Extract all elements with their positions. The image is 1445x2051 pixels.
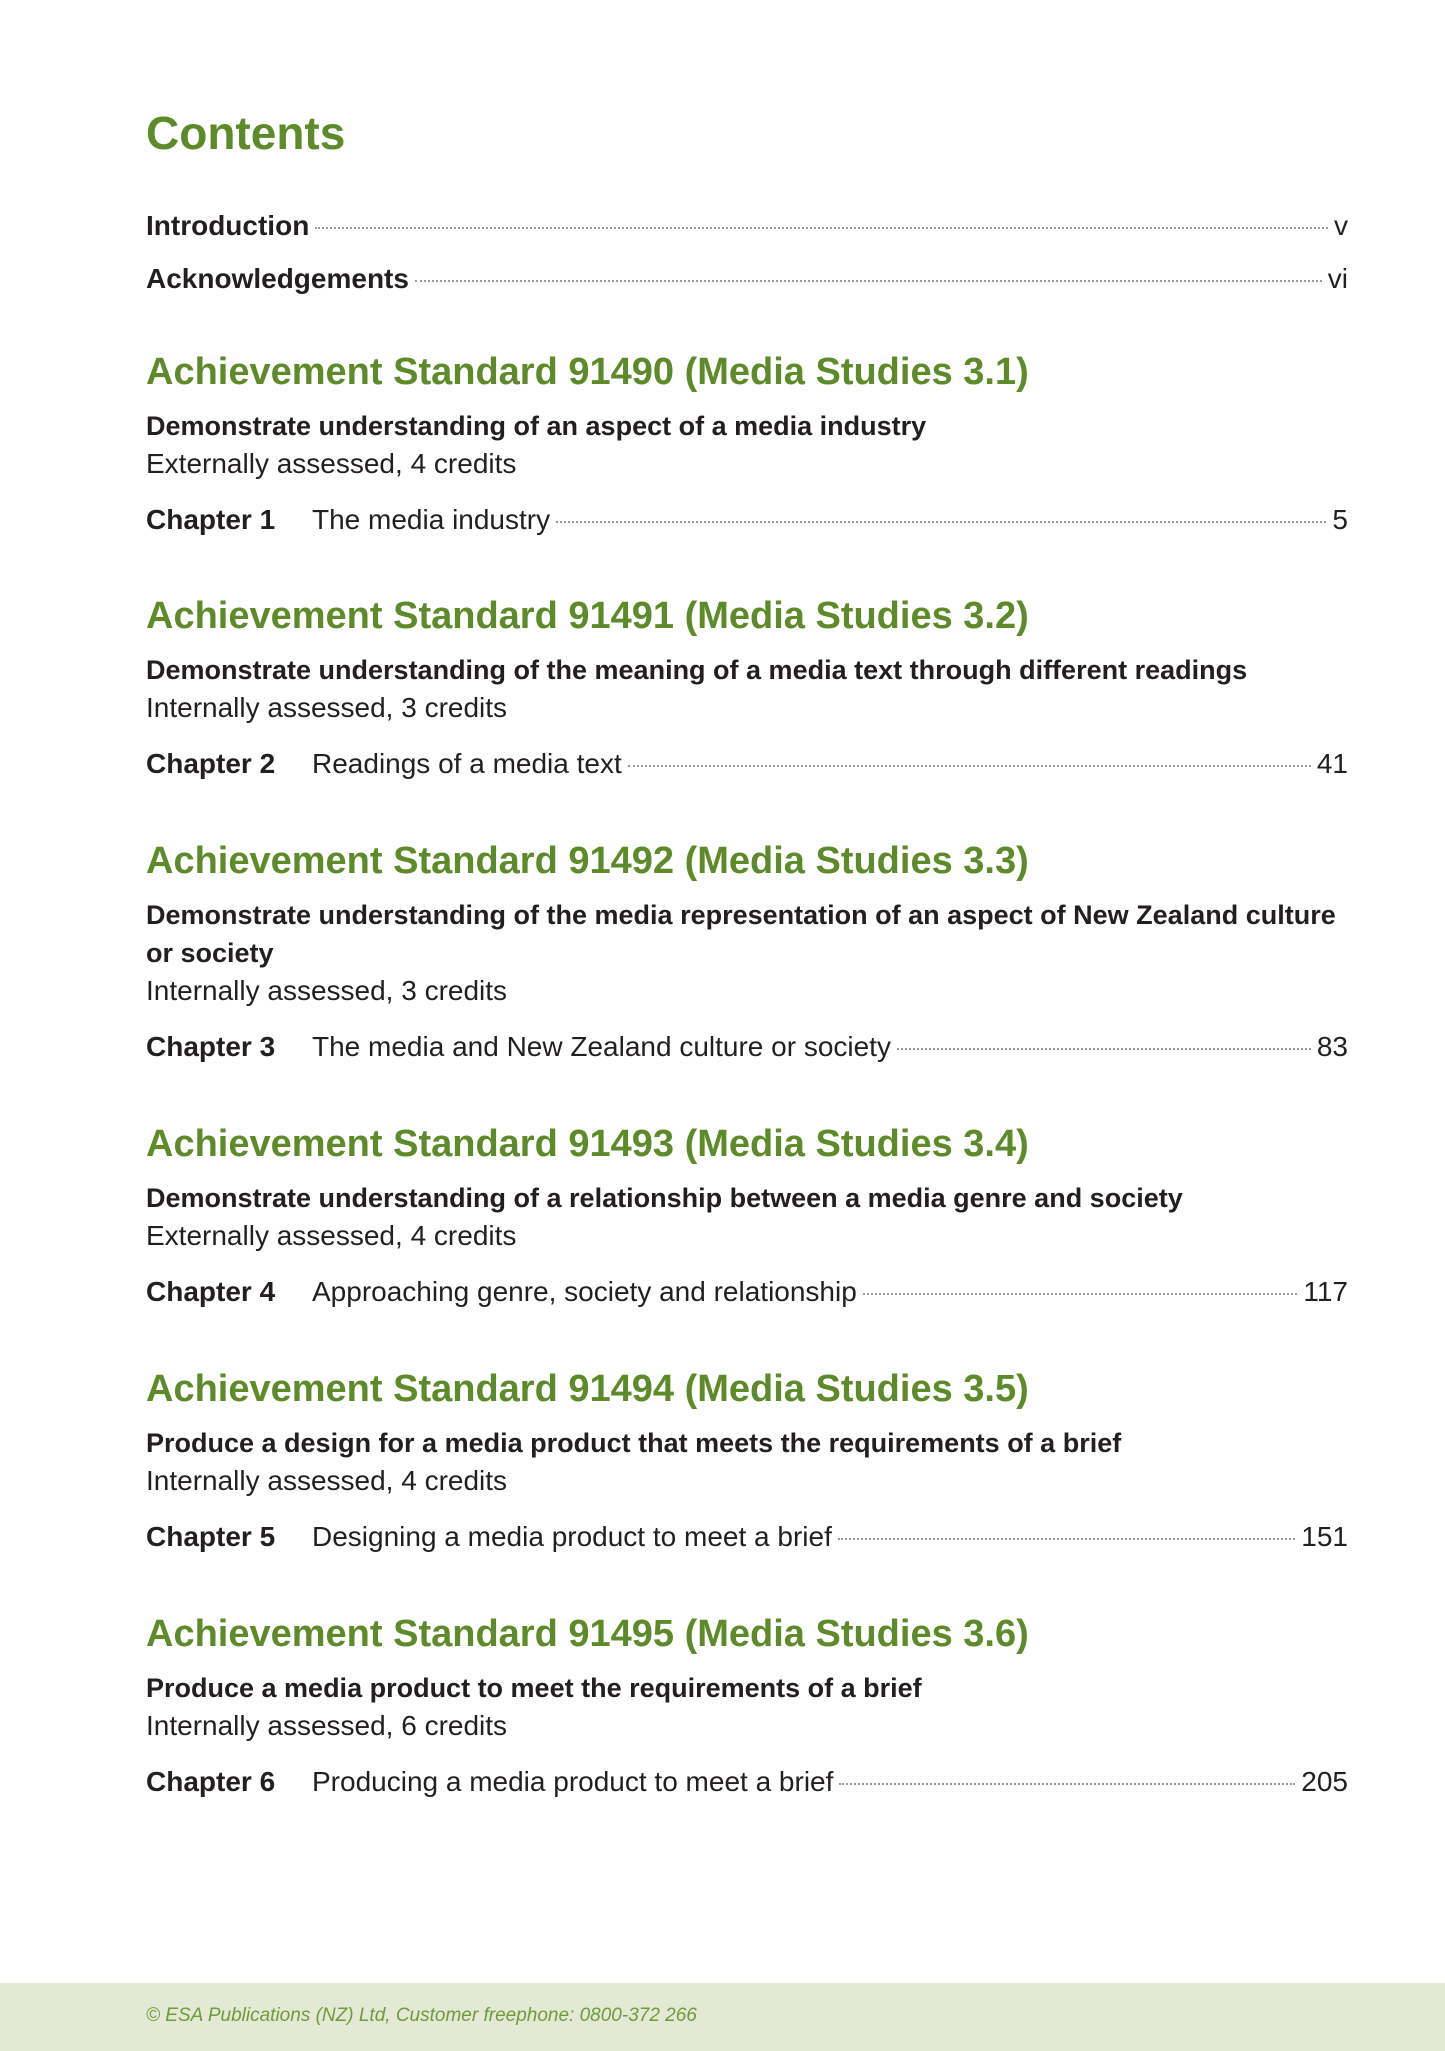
chapter-title: The media and New Zealand culture or society	[312, 1031, 891, 1062]
dot-leader	[839, 1783, 1295, 1785]
standard-assessment: Internally assessed, 3 credits	[146, 975, 508, 1006]
chapter-label: Chapter 5	[146, 1521, 276, 1552]
standard-description: Demonstrate understanding of an aspect of a media industry	[146, 411, 927, 441]
toc-page-number: 5	[1332, 504, 1348, 535]
toc-entry-chapter-1[interactable]	[146, 503, 1348, 537]
standard-heading-91495: Achievement Standard 91495 (Media Studies 3.6)	[146, 1613, 1029, 1655]
chapter-title: Producing a media product to meet a brief	[312, 1766, 834, 1797]
toc-page-number: 205	[1301, 1766, 1348, 1797]
chapter-title: The media industry	[312, 504, 551, 535]
toc-entry-chapter-2[interactable]	[146, 747, 1348, 781]
standard-assessment: Externally assessed, 4 credits	[146, 448, 517, 479]
toc-page-number: 83	[1316, 1031, 1348, 1062]
toc-entry-chapter-3[interactable]	[146, 1030, 1348, 1064]
standard-assessment: Internally assessed, 6 credits	[146, 1710, 508, 1741]
page-title: Contents	[146, 107, 346, 159]
dot-leader	[556, 521, 1326, 523]
standard-description: Produce a design for a media product that meets the requirements of a brief	[146, 1428, 1122, 1458]
dot-leader	[628, 765, 1311, 767]
standard-heading-91491: Achievement Standard 91491 (Media Studies 3.2)	[146, 595, 1029, 637]
chapter-label: Chapter 3	[146, 1031, 276, 1062]
toc-entry-introduction[interactable]	[146, 209, 1348, 243]
toc-page-number: v	[1334, 210, 1348, 241]
standard-assessment: Externally assessed, 4 credits	[146, 1220, 517, 1251]
dot-leader	[315, 227, 1328, 229]
chapter-title: Designing a media product to meet a brief	[312, 1521, 832, 1552]
standard-heading-91490: Achievement Standard 91490 (Media Studies 3.1)	[146, 351, 1029, 393]
toc-entry-acknowledgements[interactable]	[146, 262, 1348, 296]
standard-assessment: Internally assessed, 3 credits	[146, 692, 508, 723]
chapter-label: Chapter 4	[146, 1276, 276, 1307]
toc-entry-chapter-5[interactable]	[146, 1520, 1348, 1554]
standard-heading-91492: Achievement Standard 91492 (Media Studies 3.3)	[146, 840, 1029, 882]
toc-entry-label: Introduction	[146, 210, 310, 241]
standard-heading-91493: Achievement Standard 91493 (Media Studies 3.4)	[146, 1123, 1029, 1165]
dot-leader	[838, 1538, 1295, 1540]
dot-leader	[863, 1293, 1298, 1295]
standard-heading-91494: Achievement Standard 91494 (Media Studies 3.5)	[146, 1368, 1029, 1410]
standard-assessment: Internally assessed, 4 credits	[146, 1465, 508, 1496]
standard-description: Demonstrate understanding of the meaning of a media text through different readings	[146, 655, 1248, 685]
toc-page-number: 41	[1316, 748, 1348, 779]
toc-entry-chapter-6[interactable]	[146, 1765, 1348, 1799]
footer-copyright: © ESA Publications (NZ) Ltd, Customer freephone: 0800-372 266	[146, 2005, 697, 2026]
toc-page-number: 117	[1303, 1276, 1348, 1307]
dot-leader	[897, 1048, 1311, 1050]
chapter-title: Readings of a media text	[312, 748, 622, 779]
standard-description: Demonstrate understanding of the media representation of an aspect of New Zealand culture or society	[146, 900, 1336, 968]
standard-description: Produce a media product to meet the requirements of a brief	[146, 1673, 922, 1703]
toc-entry-label: Acknowledgements	[146, 263, 409, 294]
chapter-label: Chapter 1	[146, 504, 276, 535]
chapter-label: Chapter 6	[146, 1766, 276, 1797]
standard-description: Demonstrate understanding of a relationship between a media genre and society	[146, 1183, 1183, 1213]
chapter-title: Approaching genre, society and relationship	[312, 1276, 857, 1307]
toc-page-number: vi	[1327, 263, 1348, 294]
toc-entry-chapter-4[interactable]	[146, 1275, 1348, 1309]
dot-leader	[415, 280, 1322, 282]
footer-band	[0, 1983, 1445, 2051]
toc-page-number: 151	[1301, 1521, 1348, 1552]
chapter-label: Chapter 2	[146, 748, 276, 779]
